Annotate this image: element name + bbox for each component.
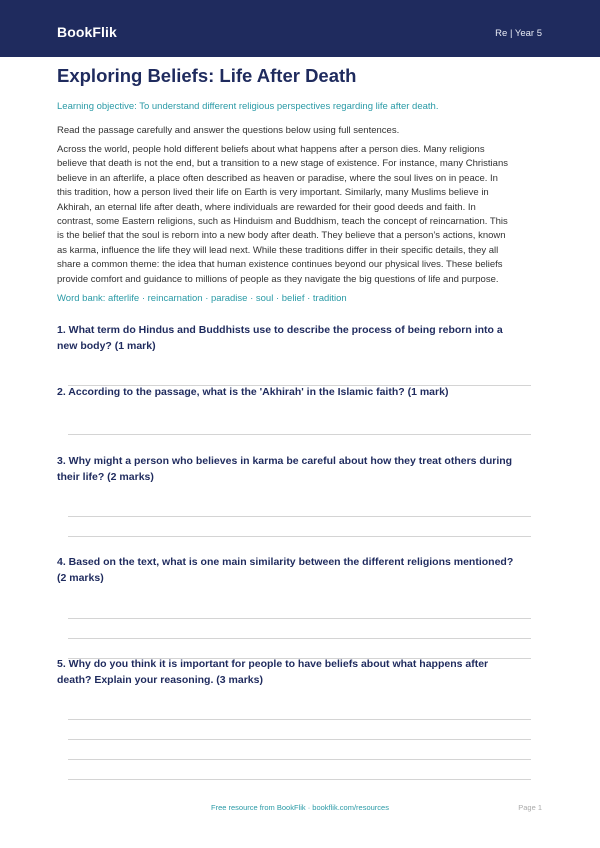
answer-line[interactable] — [68, 618, 531, 619]
question-text: death? Explain your reasoning. (3 marks) — [57, 674, 263, 686]
learning-objective: Learning objective: To understand different religious perspectives regarding life after death. — [57, 101, 439, 112]
brand-logo: BookFlik — [57, 24, 117, 40]
page-footer — [0, 803, 600, 815]
question-text: 1. What term do Hindus and Buddhists use to describe the process of being reborn into a — [57, 324, 503, 336]
answer-line[interactable] — [68, 779, 531, 780]
passage-line: as karma, influence the life they will lead next. While these traditions differ in their specific details, they all — [57, 244, 499, 256]
answer-line[interactable] — [68, 658, 531, 659]
passage-line: share a common theme: the idea that human existence continues beyond our physical lives. These beliefs — [57, 259, 503, 271]
passage-line: Akhirah, an eternal life after death, where individuals are rewarded for their good deeds and faith. In — [57, 201, 476, 213]
answer-line[interactable] — [68, 516, 531, 517]
passage-line: believe in an afterlife, a place often described as heaven or paradise, where the soul lives on in peace. In — [57, 172, 498, 184]
answer-line[interactable] — [68, 739, 531, 740]
answer-line[interactable] — [68, 385, 531, 386]
reading-passage — [57, 143, 543, 287]
answer-line[interactable] — [68, 434, 531, 435]
passage-line: provide comfort and guidance to millions of people as they navigate the big questions of life and purpose. — [57, 273, 499, 285]
question-text: 5. Why do you think it is important for people to have beliefs about what happens after — [57, 658, 489, 670]
answer-line[interactable] — [68, 536, 531, 537]
passage-line: is the belief that the soul is reborn into a new body after death. They believe that a person’s actions, known — [57, 230, 506, 242]
question-3 — [57, 453, 543, 485]
worksheet-title: Exploring Beliefs: Life After Death — [57, 65, 357, 86]
answer-line[interactable] — [68, 638, 531, 639]
question-text: (2 marks) — [57, 572, 104, 584]
question-text: 4. Based on the text, what is one main similarity between the different religions mentioned? — [57, 556, 514, 568]
passage-line: Across the world, people hold different beliefs about what happens after a person dies. Many religions — [57, 144, 485, 155]
question-2 — [57, 384, 543, 400]
question-1 — [57, 322, 543, 354]
subject-year-label: Re | Year 5 — [495, 28, 542, 39]
instructions: Read the passage carefully and answer the questions below using full sentences. — [57, 125, 400, 136]
passage-line: this tradition, how a person lived their life on Earth is very important. Similarly, many Muslims believe in — [57, 187, 489, 199]
answer-line[interactable] — [68, 719, 531, 720]
question-text: their life? (2 marks) — [57, 471, 154, 483]
page-header — [0, 0, 600, 57]
answer-line[interactable] — [68, 759, 531, 760]
question-text: new body? (1 mark) — [57, 340, 156, 352]
question-5 — [57, 656, 543, 688]
word-bank: Word bank: afterlife · reincarnation · paradise · soul · belief · tradition — [57, 293, 347, 304]
passage-line: believe that death is not the end, but a transition to a new stage of existence. For instance, many Christians — [57, 158, 508, 170]
question-4 — [57, 554, 543, 586]
page-number: Page 1 — [518, 803, 542, 812]
passage-line: contrast, some Eastern religions, such as Hinduism and Buddhism, teach the concept of reincarnation. This — [57, 216, 508, 228]
question-text: 3. Why might a person who believes in karma be careful about how they treat others during — [57, 455, 513, 467]
question-text: 2. According to the passage, what is the 'Akhirah' in the Islamic faith? (1 mark) — [57, 386, 449, 398]
footer-resource-link[interactable]: Free resource from BookFlik · bookflik.com/resources — [211, 803, 389, 812]
